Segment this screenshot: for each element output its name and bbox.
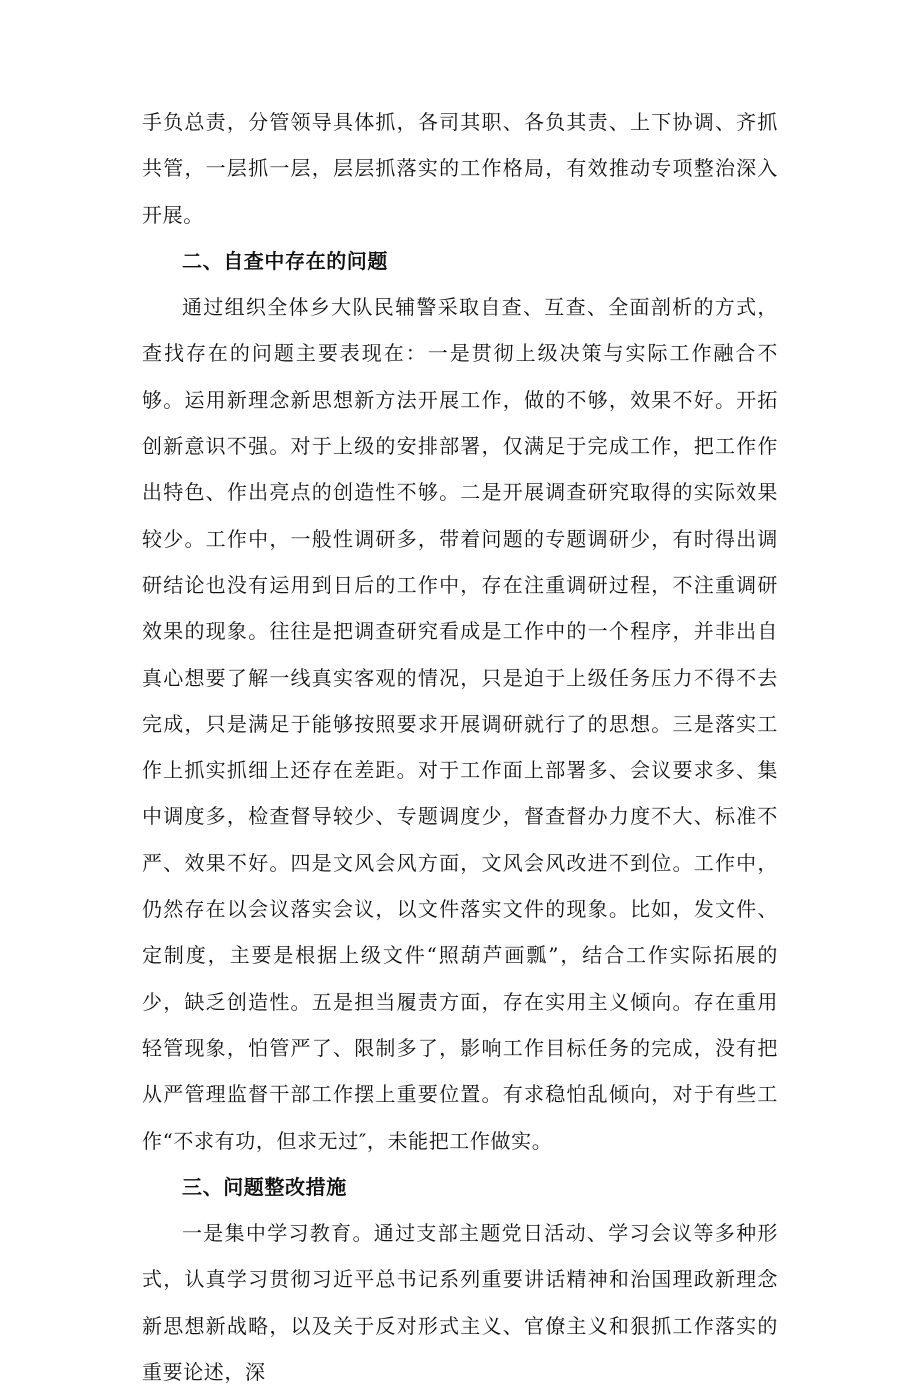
paragraph-continuation: 手负总责，分管领导具体抓，各司其职、各负其责、上下协调、齐抓共管，一层抓一层，层层抓落实的工作格局，有效推动专项整治深入开展。	[142, 110, 778, 227]
section-heading-measures: 三、问题整改措施	[182, 1174, 347, 1199]
paragraph-measures: 一是集中学习教育。通过支部主题党日活动、学习会议等多种形式，认真学习贯彻习近平总书记系列重要讲话精神和治国理政新理念新思想新战略，以及关于反对形式主义、官僚主义和狠抓工作落实的重要论述，深	[142, 1221, 778, 1385]
document-body	[142, 99, 778, 1395]
section-heading-problems: 二、自查中存在的问题	[182, 248, 388, 273]
paragraph-problems: 通过组织全体乡大队民辅警采取自查、互查、全面剖析的方式，查找存在的问题主要表现在：一是贯彻上级决策与实际工作融合不够。运用新理念新思想新方法开展工作，做的不够，效果不好。开拓创新意识不强。对于上级的安排部署，仅满足于完成工作，把工作作出特色、作出亮点的创造性不够。二是开展调查研究取得的实际效果较少。工作中，一般性调研多，带着问题的专题调研少，有时得出调研结论也没有运用到日后的工作中，存在注重调研过程，不注重调研效果的现象。往往是把调查研究看成是工作中的一个程序，并非出自真心想要了解一线真实客观的情况，只是迫于上级任务压力不得不去完成，只是满足于能够按照要求开展调研就行了的思想。三是落实工作上抓实抓细上还存在差距。对于工作面上部署多、会议要求多、集中调度多，检查督导较少、专题调度少，督查督办力度不大、标准不严、效果不好。四是文风会风方面，文风会风改进不到位。工作中，仍然存在以会议落实会议，以文件落实文件的现象。比如，发文件、定制度，主要是根据上级文件“照葫芦画瓢”，结合工作实际拓展的少，缺乏创造性。五是担当履责方面，存在实用主义倾向。存在重用轻管现象，怕管严了、限制多了，影响工作目标任务的完成，没有把从严管理监督干部工作摆上重要位置。有求稳怕乱倾向，对于有些工作“不求有功，但求无过″，未能把工作做实。	[142, 295, 778, 1153]
